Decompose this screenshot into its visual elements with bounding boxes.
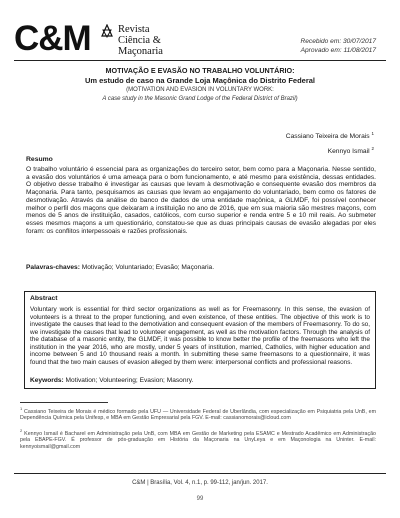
keywords-en-values: Motivation; Volunteering; Evasion; Masonry.: [63, 377, 194, 384]
journal-name-line: Revista: [118, 24, 150, 35]
footnote-mark: 2: [20, 428, 23, 433]
approved-date: Aprovado em: 11/08/2017: [300, 46, 376, 54]
journal-logo: [14, 20, 91, 58]
article-title: MOTIVAÇÃO E EVASÃO NO TRABALHO VOLUNTÁRIO:: [105, 66, 295, 75]
author-list: [286, 128, 374, 157]
keywords-en-label: Keywords:: [30, 377, 64, 384]
received-date: Recebido em: 30/07/2017: [300, 38, 376, 45]
page-number: 99: [196, 496, 204, 502]
footnote-text: Cassiano Teixeira de Morais é médico formado pela UFU — Universidade Federal de Uberlândia, com especialização em Psiquiatria pela UnB, em Dependência Química pela Unifesp, e MBA em Gestão Empresarial pela FGV. E-mail: cassianomorais@icloud.com: [20, 408, 376, 422]
article-subtitle: Um estudo de caso na Grande Loja Maçônica do Distrito Federal: [84, 76, 316, 85]
keywords-en: [30, 377, 193, 384]
author-line: [286, 143, 374, 158]
footnote: [20, 406, 376, 422]
author-name: Kennyo Ismail: [327, 147, 370, 155]
keywords-pt-values: Motivação; Voluntariado; Evasão; Maçonaria.: [79, 264, 215, 271]
resumo-heading: Resumo: [26, 156, 53, 163]
footnote-text: Kennyo Ismail é Bacharel em Administração pela UnB, com MBA em Gestão de Marketing pela ESAMC e Mestrado Acadêmico em Administração pela EBAPE-FGV. É professor de pós-graduação em História da Maçonaria na UnyLeya e em Maçonologia na Uninter. E-mail: kennyoismail@gmail.com: [20, 430, 376, 450]
square-compass-icon: [100, 24, 114, 38]
journal-name: [118, 24, 163, 57]
submission-dates: [300, 38, 376, 55]
author-name: Cassiano Teixeira de Morais: [285, 133, 370, 141]
footer-rule: [14, 473, 386, 474]
footnote-mark: 1: [20, 406, 23, 411]
resumo-text: O trabalho voluntário é essencial para as organizações do terceiro setor, bem como para a Maçonaria. Nesse sentido, a evasão dos voluntários é uma ameaça para o bom funcionamento, e até mesmo para existência, dessas entidades. O objetivo desse trabalho é investigar as causas que levam à desmotivação e consequente evasão dos membros da Maçonaria. Para tanto, pesquisamos as causas que levam ao engajamento do voluntariado, bem como os fatores de desmotivação. Através da análise do banco de dados de uma entidade maçônica, a GLMDF, foi possível conhecer melhor o perfil dos maçons que deixaram a instituição no ano de 2016, que em sua maioria são mestres maçons, com menos de 5 anos de instituição, casados, católicos, com curso superior e renda entre 5 e 10 mil reais. Ao submeter esses mesmos maçons a um questionário, constatou-se que as duas principais causas de evasão alegadas por eles foram: os conflitos interpessoais e razões profissionais.: [26, 166, 376, 235]
footnote: [20, 428, 376, 450]
abstract-box: [24, 291, 376, 389]
abstract-heading: Abstract: [30, 295, 58, 302]
journal-name-line: Maçonaria: [118, 46, 163, 57]
footnote-rule: [20, 402, 108, 403]
logo-mark: C&M: [14, 19, 91, 58]
english-title: (MOTIVATION AND EVASION IN VOLUNTARY WORK:: [126, 87, 274, 93]
english-subtitle: A case study in the Masonic Grand Lodge of the Federal District of Brazil): [102, 96, 298, 102]
journal-name-line: Ciência &: [118, 35, 161, 46]
citation-footer: C&M | Brasília, Vol. 4, n.1, p. 99-112, jan/jun. 2017.: [132, 480, 268, 486]
footnote-mark: 1: [371, 131, 374, 136]
keywords-pt-label: Palavras-chaves:: [26, 264, 80, 271]
author-line: [286, 128, 374, 143]
header-rule: [14, 60, 386, 61]
keywords-pt: [26, 264, 214, 272]
abstract-text: Voluntary work is essential for third sector organizations as well as for Freemasonry. In this sense, the evasion of volunteers is a threat to the proper functioning, and even existence, of these entities. The objective of this work is to investigate the causes that lead to the demotivation and consequent evasion of the members of Freemasonry. To do so, we investigate the causes that lead to volunteer engagement, as well as the motivation factors. Through the analysis of the database of a masonic entity, the GLMDF, it was possible to know better the profile of the freemasons who left the institution in the year 2016, who are mostly, under 5 years of institution, married, Catholics, with higher education and income between 5 and 10 thousand reais a month. In submitting these same freemasons to a questionnaire, it was found that the two main causes of evasion alleged by them were: interpersonal conflicts and professional reasons.: [30, 306, 370, 366]
footnote-mark: 2: [371, 145, 374, 151]
